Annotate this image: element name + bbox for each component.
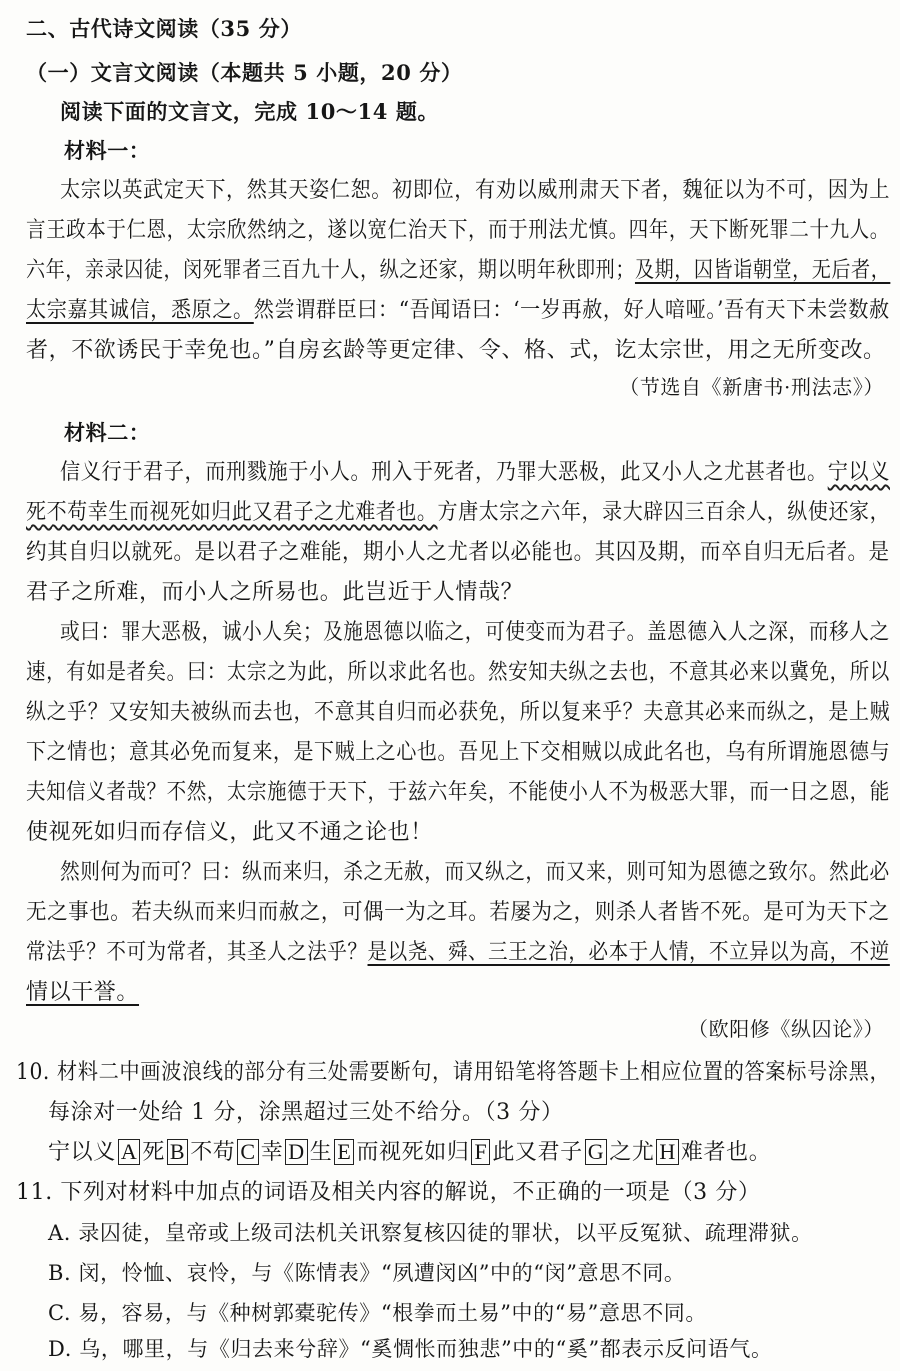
material2-p1-line-2 bbox=[26, 498, 890, 528]
answer-box-a[interactable]: A bbox=[118, 1139, 141, 1165]
material2-p2-line-3: 纵之乎？又安知夫被纵而去也，不意其自归而必获免，所以复来乎？夫意其必来而纵之，是上贼 bbox=[26, 700, 891, 725]
wavy-line-a: 宁以义 bbox=[827, 460, 890, 485]
material2-p3-line-2: 无之事也。若夫纵而来归而赦之，可偶一为之耳。若屡为之，则杀人者皆不死。是可为天下之 bbox=[26, 900, 890, 925]
material2-underlined-b: 情以干誉。 bbox=[26, 980, 140, 1005]
material2-p2-line-5: 夫知信义者哉？不然，太宗施德于天下，于兹六年矣，不能使小人不为极恶大罪，而一日之恩，能 bbox=[26, 780, 890, 805]
q11-stem: 11. 下列对材料中加点的词语及相关内容的解说，不正确的一项是（3 分） bbox=[16, 1180, 761, 1205]
q10-segment: 而视死如归 bbox=[356, 1140, 470, 1165]
material1-underlined-b: 太宗嘉其诚信，悉原之。 bbox=[26, 298, 254, 323]
material1-line-5: 者，不欲诱民于幸免也。”自房玄龄等更定律、令、格、式，讫太宗世，用之无所变改。 bbox=[26, 338, 886, 363]
wavy-line-b: 死不苟幸生而视死如归此又君子之尤难者也。 bbox=[26, 500, 438, 525]
material1-line-1: 太宗以英武定天下，然其天姿仁恕。初即位，有劝以威刑肃天下者，魏征以为不可，因为上 bbox=[60, 178, 890, 203]
section-subtitle: （一）文言文阅读（本题共 5 小题，20 分） bbox=[26, 60, 463, 85]
material2-p1-line-2-text: 方唐太宗之六年，录大辟囚三百余人，纵使还家， bbox=[437, 500, 891, 525]
material1-source: （节选自《新唐书·刑法志》） bbox=[619, 375, 884, 399]
answer-box-h[interactable]: H bbox=[656, 1139, 679, 1165]
q11-option-d[interactable]: D. 乌，哪里，与《归去来兮辞》“奚惆怅而独悲”中的“奚”都表示反问语气。 bbox=[48, 1337, 773, 1361]
q10-segment: 宁以义 bbox=[48, 1140, 116, 1165]
material2-p3-line-3 bbox=[26, 938, 890, 968]
q10-segment: 之尤 bbox=[609, 1140, 655, 1165]
answer-box-g[interactable]: G bbox=[585, 1139, 608, 1165]
q10-segment: 此又君子 bbox=[492, 1140, 583, 1165]
reading-instruction: 阅读下面的文言文，完成 10～14 题。 bbox=[60, 99, 440, 124]
material2-p2-line-4: 下之情也；意其必免而复来，是下贼上之心也。吾见上下交相贼以成此名也，乌有所谓施恩德与 bbox=[26, 740, 891, 765]
answer-box-f[interactable]: F bbox=[471, 1139, 490, 1165]
material1-heading: 材料一： bbox=[64, 138, 151, 163]
q10-segment: 不苟 bbox=[190, 1140, 236, 1165]
q11-option-c[interactable]: C. 易，容易，与《种树郭橐驼传》“根拳而土易”中的“易”意思不同。 bbox=[48, 1301, 708, 1325]
answer-box-e[interactable]: E bbox=[334, 1139, 354, 1165]
material2-p3-line-4 bbox=[26, 978, 139, 1008]
material1-line-2: 言王政本于仁恩，太宗欣然纳之，遂以宽仁治天下，而于刑法尤慎。四年，天下断死罪二十九人。 bbox=[26, 218, 890, 243]
material2-p1-line-1 bbox=[60, 458, 890, 488]
answer-box-d[interactable]: D bbox=[285, 1139, 308, 1165]
q10-stem-line-2: 每涂对一处给 1 分，涂黑超过三处不给分。（3 分） bbox=[48, 1100, 564, 1125]
q10-segment: 难者也。 bbox=[680, 1140, 772, 1165]
answer-box-b[interactable]: B bbox=[167, 1139, 188, 1165]
q10-answer-line bbox=[48, 1138, 771, 1168]
section-title: 二、古代诗文阅读（35 分） bbox=[26, 16, 302, 41]
q11-option-b[interactable]: B. 闵，怜恤、哀怜，与《陈情表》“夙遭闵凶”中的“闵”意思不同。 bbox=[48, 1261, 686, 1285]
material2-p3-line-3-text: 常法乎？不可为常者，其圣人之法乎？ bbox=[26, 940, 368, 965]
material2-p1-line-1-text: 信义行于君子，而刑戮施于小人。刑入于死者，乃罪大恶极，此又小人之尤甚者也。 bbox=[60, 460, 828, 485]
q10-segment: 幸 bbox=[260, 1140, 284, 1165]
material2-p2-line-6: 使视死如归而存信义，此又不通之论也！ bbox=[26, 820, 433, 845]
q11-option-a[interactable]: A. 录囚徒，皇帝或上级司法机关讯察复核囚徒的罪状，以平反冤狱、疏理滞狱。 bbox=[48, 1221, 813, 1245]
q10-stem-line-1: 10. 材料二中画波浪线的部分有三处需要断句，请用铅笔将答题卡上相应位置的答案标号涂黑， bbox=[16, 1060, 891, 1085]
material2-source: （欧阳修《纵囚论》） bbox=[688, 1017, 884, 1041]
material2-p1-line-4: 君子之所难，而小人之所易也。此岂近于人情哉？ bbox=[26, 580, 524, 605]
material2-heading: 材料二： bbox=[64, 420, 151, 445]
material2-p2-line-2: 速，有如是者矣。曰：太宗之为此，所以求此名也。然安知夫纵之去也，不意其必来以冀免，所以 bbox=[26, 660, 890, 685]
q10-segment: 死 bbox=[142, 1140, 165, 1165]
material1-line-4 bbox=[26, 296, 890, 326]
material1-line-4-text: 然尝谓群臣曰：“吾闻语曰：‘一岁再赦，好人喑哑。’吾有天下未尝数赦 bbox=[253, 298, 890, 323]
material1-line-3 bbox=[26, 256, 890, 286]
answer-box-c[interactable]: C bbox=[237, 1139, 258, 1165]
material1-underlined-a: 及期，囚皆诣朝堂，无后者， bbox=[634, 258, 891, 283]
q10-segment: 生 bbox=[309, 1140, 333, 1165]
material1-line-3-text: 六年，亲录囚徒，闵死罪者三百九十人，纵之还家，期以明年秋即刑； bbox=[26, 258, 635, 283]
material2-p2-line-1: 或曰：罪大恶极，诚小人矣；及施恩德以临之，可使变而为君子。盖恩德入人之深，而移人之 bbox=[60, 620, 890, 645]
material2-underlined-a: 是以尧、舜、三王之治，必本于人情，不立异以为高，不逆 bbox=[367, 940, 890, 965]
material2-p1-line-3: 约其自归以就死。是以君子之难能，期小人之尤者以必能也。其囚及期，而卒自归无后者。是 bbox=[26, 540, 890, 565]
material2-p3-line-1: 然则何为而可？曰：纵而来归，杀之无赦，而又纵之，而又来，则可知为恩德之致尔。然此必 bbox=[60, 860, 890, 885]
